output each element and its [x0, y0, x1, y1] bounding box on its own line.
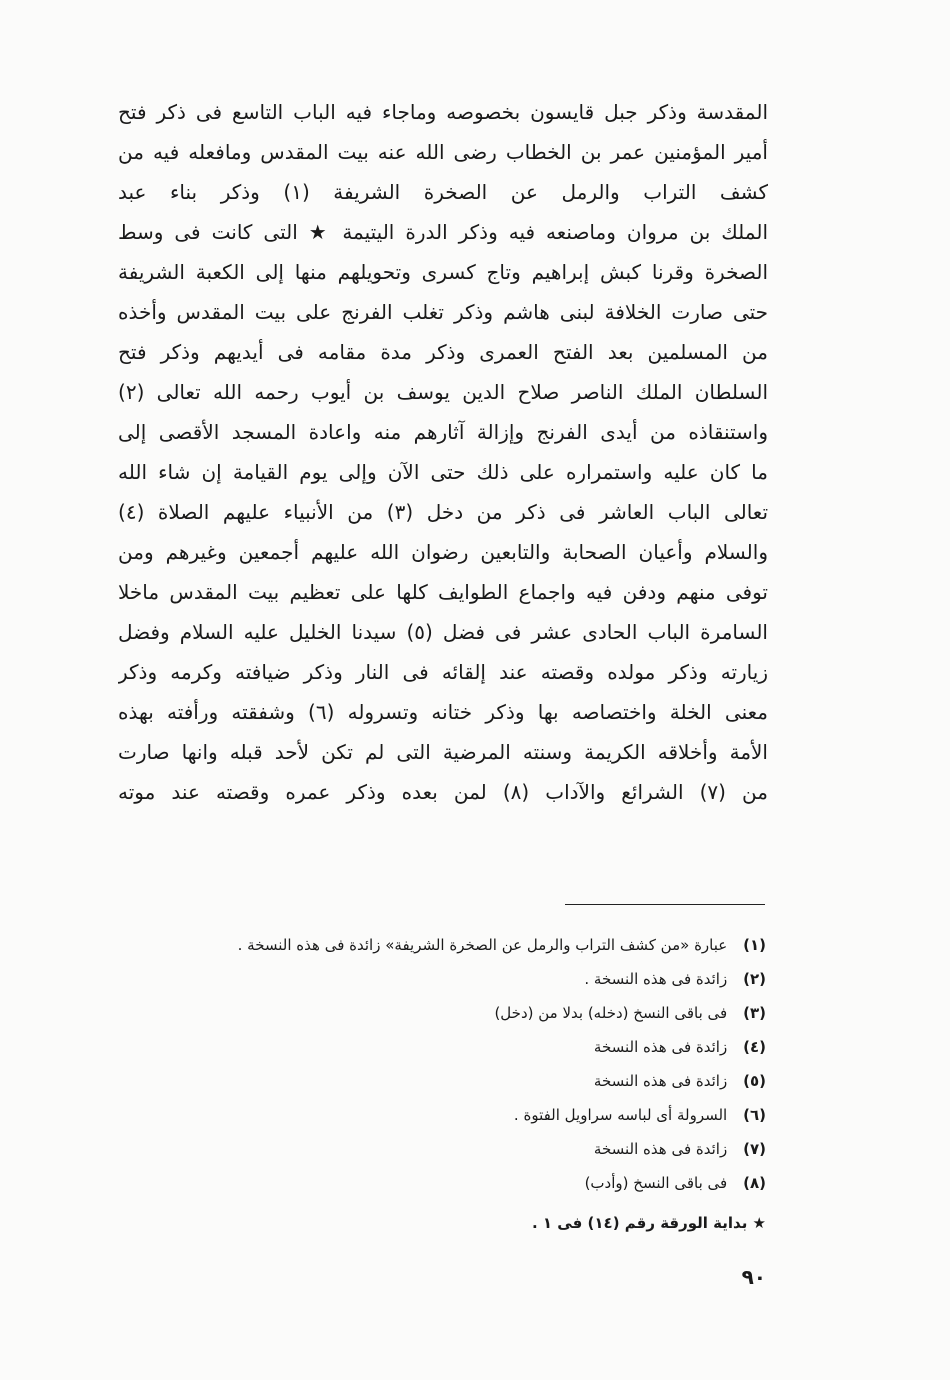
page-number: ٩٠ [741, 1265, 766, 1289]
footnote-text: زائدة فى هذه النسخة [593, 1140, 728, 1158]
footnote-text: عبارة «من كشف التراب والرمل عن الصخرة الشريفة» زائدة فى هذه النسخة . [237, 936, 728, 954]
body-line: والسلام وأعيان الصحابة والتابعين رضوان الله عليهم أجمعين وغيرهم ومن [118, 540, 768, 564]
footnote-divider [565, 904, 765, 905]
body-line: الملك بن مروان وماصنعه فيه وذكر الدرة اليتيمة ★ التى كانت فى وسط [118, 220, 768, 244]
footnote-item [166, 962, 766, 996]
footnote-text: زائدة فى هذه النسخة . [584, 970, 728, 988]
body-line: ما كان عليه واستمراره على ذلك حتى الآن وإلى يوم القيامة إن شاء الله [118, 460, 768, 484]
footnote-text: زائدة فى هذه النسخة [593, 1072, 728, 1090]
footnotes-list [166, 928, 766, 1200]
body-line: زيارته وذكر مولده وقصته عند إلقائه فى النار وذكر ضيافته وكرمه وذكر [118, 660, 768, 684]
footnote-item [166, 1098, 766, 1132]
footnote-number: (٨) [743, 1174, 766, 1192]
footnote-number: (٧) [743, 1140, 766, 1158]
footnote-item [166, 928, 766, 962]
body-line: من (٧) الشرائع والآداب (٨) لمن بعده وذكر عمره وقصته عند موته [118, 780, 768, 804]
footnote-text: فى باقى النسخ (دخله) بدلا من (دخل) [494, 1004, 728, 1022]
body-line: تعالى الباب العاشر فى ذكر من دخل (٣) من الأنبياء عليهم الصلاة (٤) [118, 500, 768, 524]
body-line: حتى صارت الخلافة لبنى هاشم وذكر تغلب الفرنج على بيت المقدس وأخذه [118, 300, 768, 324]
footnote-number: (٥) [743, 1072, 766, 1090]
footnote-item [166, 1132, 766, 1166]
folio-note: ★ بداية الورقة رقم (١٤) فى ١ . [531, 1214, 766, 1232]
footnote-item [166, 1030, 766, 1064]
footnote-item [166, 1166, 766, 1200]
body-line: السلطان الملك الناصر صلاح الدين يوسف بن أيوب رحمه الله تعالى (٢) [118, 380, 768, 404]
body-line: واستنقاذه من أيدى الفرنج وإزالة آثارهم منه واعادة المسجد الأقصى إلى [118, 420, 768, 444]
footnote-text: زائدة فى هذه النسخة [593, 1038, 728, 1056]
body-line: توفى منهم ودفن فيه واجماع الطوايف كلها على تعظيم بيت المقدس ماخلا [118, 580, 768, 604]
footnote-text: فى باقى النسخ (وأدب) [584, 1174, 728, 1192]
body-line: المقدسة وذكر جبل قايسون بخصوصه وماجاء فيه الباب التاسع فى ذكر فتح [118, 100, 768, 124]
footnote-number: (٣) [743, 1004, 766, 1022]
body-line: معنى الخلة واختصاصه بها وذكر ختانه وتسروله (٦) وشفقته ورأفته بهذه [118, 700, 768, 724]
footnote-number: (٦) [743, 1106, 766, 1124]
footnote-text: السرولة أى لباسه سراويل الفتوة . [513, 1106, 728, 1124]
body-line: أمير المؤمنين عمر بن الخطاب رضى الله عنه بيت المقدس ومافعله فيه من [118, 140, 768, 164]
footnote-number: (١) [743, 936, 766, 954]
main-text-block [118, 92, 768, 812]
body-line: السامرة الباب الحادى عشر فى فضل (٥) سيدنا الخليل عليه السلام وفضل [118, 620, 768, 644]
footnote-number: (٤) [743, 1038, 766, 1056]
body-line: الصخرة وقرنا كبش إبراهيم وتاج كسرى وتحويلهم منها إلى الكعبة الشريفة [118, 260, 768, 284]
footnote-number: (٢) [743, 970, 766, 988]
body-line: كشف التراب والرمل عن الصخرة الشريفة (١) وذكر بناء عبد [118, 180, 768, 204]
body-line: من المسلمين بعد الفتح العمرى وذكر مدة مقامه فى أيديهم وذكر فتح [118, 340, 768, 364]
body-line: الأمة وأخلاقه الكريمة وسنته المرضية التى لم تكن لأحد قبله وانها صارت [118, 740, 768, 764]
footnote-item [166, 1064, 766, 1098]
footnote-item [166, 996, 766, 1030]
